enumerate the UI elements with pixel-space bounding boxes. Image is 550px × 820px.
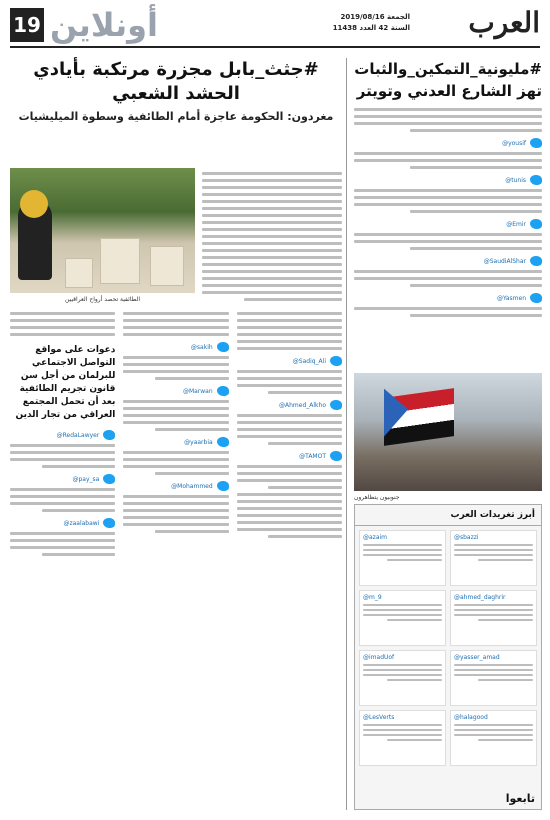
twitter-icon xyxy=(103,430,115,440)
tweet-handle[interactable]: @RedaLawyer xyxy=(56,431,100,439)
twitter-icon xyxy=(530,175,542,185)
tweet-handle[interactable]: @imadUof xyxy=(363,654,395,661)
tweet-card xyxy=(450,650,537,706)
tweet-handle[interactable]: @yaarbia xyxy=(184,438,213,446)
tweet-handle[interactable]: @yousif xyxy=(502,139,526,147)
tweet xyxy=(237,451,342,461)
twitter-icon xyxy=(530,219,542,229)
tweet-handle[interactable]: @SaudiAlShar xyxy=(483,257,526,265)
tweet-handle[interactable]: @pay_sa xyxy=(72,475,100,483)
main-subhead: مغردون: الحكومة عاجزة أمام الطائفية وسطوة الميليشيات xyxy=(18,110,334,123)
tweet xyxy=(237,356,342,366)
right-headline: #مليونية_التمكين_والثبات تهز الشارع العدني وتويتر xyxy=(354,60,542,100)
gravestone xyxy=(150,246,184,286)
tweet xyxy=(354,138,542,148)
main-headline: #جثث_بابل مجزرة مرتكبة بأيادي الحشد الشعبي xyxy=(33,59,319,104)
page-header xyxy=(10,8,540,48)
twitter-icon xyxy=(217,481,229,491)
tweet xyxy=(354,175,542,185)
twitter-icon xyxy=(103,474,115,484)
twitter-icon xyxy=(530,256,542,266)
right-column xyxy=(354,58,542,810)
box-footer: تابعوا xyxy=(505,792,535,805)
tweet-handle[interactable]: @yasser_amad xyxy=(454,654,500,661)
tweet-handle[interactable]: @sakih xyxy=(190,343,213,351)
tweet-card xyxy=(450,530,537,586)
article-column xyxy=(123,308,228,560)
column-divider xyxy=(346,58,347,810)
tweet-handle[interactable]: @sbazzi xyxy=(454,534,479,541)
tweet-card xyxy=(359,710,446,766)
article-columns xyxy=(10,308,342,560)
tweet-handle[interactable]: @Mohammed xyxy=(171,482,213,490)
tweet-handle[interactable]: @LesVerts xyxy=(363,714,395,721)
lead-paragraph xyxy=(202,168,342,305)
tweet-handle[interactable]: @zaalabawi xyxy=(63,519,100,527)
tweet xyxy=(123,342,228,352)
tweet-handle[interactable]: @m_9 xyxy=(363,594,382,601)
article-column xyxy=(237,308,342,560)
twitter-icon xyxy=(530,293,542,303)
twitter-icon xyxy=(217,342,229,352)
twitter-icon xyxy=(330,400,342,410)
tweet-card xyxy=(359,530,446,586)
masthead-logo: العرب xyxy=(468,6,540,39)
issue-info xyxy=(333,12,410,34)
tweet xyxy=(10,430,115,440)
tweet xyxy=(237,400,342,410)
tweet xyxy=(10,518,115,528)
gravestone xyxy=(65,258,93,288)
tweet-handle[interactable]: @Marwan xyxy=(182,387,213,395)
tweet-card xyxy=(359,590,446,646)
twitter-icon xyxy=(330,356,342,366)
tweet-card xyxy=(450,710,537,766)
tweet xyxy=(354,293,542,303)
top-tweets-box xyxy=(354,504,542,810)
twitter-icon xyxy=(103,518,115,528)
tweet-handle[interactable]: @TAMOT xyxy=(299,452,326,460)
tweet xyxy=(123,437,228,447)
tweet-handle[interactable]: @Emir xyxy=(506,220,526,228)
section-title: أونلاين xyxy=(50,6,158,44)
issue-number: السنة 42 العدد 11438 xyxy=(332,24,410,32)
gravestone xyxy=(100,238,140,284)
box-title: أبرز تغريدات العرب xyxy=(355,505,541,526)
photo-caption: الطائفية تحصد أرواح العراقيين xyxy=(64,296,141,303)
tweet-handle[interactable]: @azaim xyxy=(363,534,388,541)
tweet-handle[interactable]: @halagood xyxy=(454,714,488,721)
article-column xyxy=(10,308,115,560)
tweet-handle[interactable]: @Yasmen xyxy=(497,294,526,302)
right-body-text xyxy=(354,108,542,317)
rally-photo xyxy=(354,373,542,491)
tweet-handle[interactable]: @ahmed_daghrir xyxy=(454,594,506,601)
twitter-icon xyxy=(530,138,542,148)
twitter-icon xyxy=(217,437,229,447)
tweet-handle[interactable]: @tunis xyxy=(505,176,526,184)
issue-date: الجمعة 2019/08/16 xyxy=(340,13,410,21)
tweet-card xyxy=(450,590,537,646)
tweet-handle[interactable]: @Ahmed_Alkho xyxy=(279,401,326,409)
twitter-icon xyxy=(330,451,342,461)
tweet-grid xyxy=(355,526,541,770)
tweet xyxy=(354,256,542,266)
tweet xyxy=(123,481,228,491)
cemetery-photo xyxy=(10,168,195,293)
tweet-card xyxy=(359,650,446,706)
page-number: 19 xyxy=(10,8,44,42)
pull-quote: دعوات على مواقع التواصل الاجتماعي للبرلمان من أجل سن قانون تجريم الطائفية بعد أن تحمل المجتمع العراقي من تجار الدين xyxy=(15,345,116,420)
photo-credit: جنوبيون يتظاهرون xyxy=(354,494,400,501)
tweet-handle[interactable]: @Sadiq_Ali xyxy=(292,357,326,365)
headscarf xyxy=(20,190,48,218)
tweet xyxy=(123,386,228,396)
flag-triangle xyxy=(384,385,408,436)
tweet xyxy=(10,474,115,484)
twitter-icon xyxy=(217,386,229,396)
tweet xyxy=(354,219,542,229)
main-article xyxy=(10,58,342,810)
